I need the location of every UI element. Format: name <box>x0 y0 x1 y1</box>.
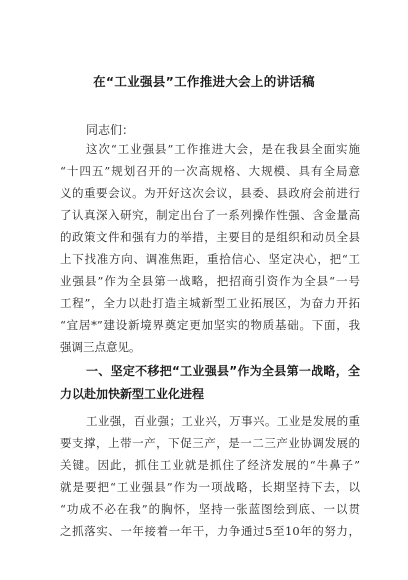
paragraph-line: 强调三点意见。 <box>60 340 141 354</box>
section-heading: 力以赴加快新型工业化进程 <box>60 387 205 401</box>
paragraph-line: 工程”，全力以赴打造主城新型工业拓展区，为奋力开拓 <box>60 296 360 310</box>
paragraph-line: “十四五”规划召开的一次高规格、大规模、具有全局意 <box>60 164 360 178</box>
paragraph-line: 上下找准方向、调准焦距，重拾信心、坚定决心，把“工 <box>60 252 360 266</box>
paragraph-line: “功成不必在我”的胸怀，坚持一张蓝图绘到底、一以贯 <box>60 502 360 516</box>
paragraph-line: 了认真深入研究，制定出台了一系列操作性强、含金量高 <box>60 208 360 222</box>
paragraph-line: 业强县”作为全县第一战略，把招商引资作为全县“一号 <box>60 274 360 288</box>
paragraph-line: 就是要把“工业强县”作为一项战略，长期坚持下去，以 <box>60 480 360 494</box>
paragraph-line: 关键。因此，抓住工业就是抓住了经济发展的“牛鼻子” <box>60 458 360 472</box>
paragraph-line: 这次“工业强县”工作推进大会，是在我县全面实施 <box>86 142 360 156</box>
paragraph-line: “宜居*”建设新境界奠定更加坚实的物质基础。下面，我 <box>60 318 360 332</box>
salutation: 同志们： <box>86 123 135 137</box>
section-heading: 一、坚定不移把“工业强县”作为全县第一战略，全 <box>86 364 360 378</box>
paragraph-line: 的政策文件和强有力的举措，主要目的是组织和动员全县 <box>60 230 360 244</box>
paragraph-line: 义的重要会议。为开好这次会议，县委、县政府会前进行 <box>60 186 360 200</box>
paragraph-line: 工业强，百业强；工业兴，万事兴。工业是发展的重 <box>86 414 360 428</box>
document-title: 在“工业强县”工作推进大会上的讲话稿 <box>93 74 315 89</box>
paragraph-line: 要支撑，上带一产，下促三产，是一二三产业协调发展的 <box>60 436 360 450</box>
paragraph-line: 之抓落实、一年接着一年干，力争通过5至10年的努力， <box>60 524 360 538</box>
